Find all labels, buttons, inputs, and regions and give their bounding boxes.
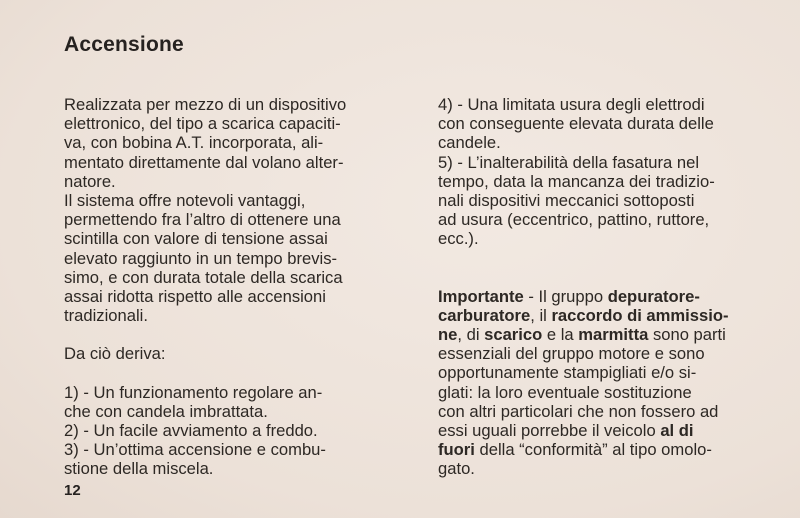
text-line: che con candela imbrattata. bbox=[64, 401, 268, 421]
text-line: Il sistema offre notevoli vantaggi, bbox=[64, 191, 306, 211]
text-line: 5) - L’inalterabilità della fasatura nel bbox=[438, 152, 700, 172]
left-column bbox=[64, 95, 414, 479]
important-line: gato. bbox=[438, 459, 475, 479]
text-line: tempo, data la mancanza dei tradizio- bbox=[438, 171, 715, 191]
text-line: mentato direttamente dal volano alter- bbox=[64, 152, 344, 172]
text-line: 2) - Un facile avviamento a freddo. bbox=[64, 421, 318, 441]
paragraph-gap bbox=[64, 325, 414, 344]
right-column bbox=[438, 95, 788, 479]
text-line: 1) - Un funzionamento regolare an- bbox=[64, 382, 323, 402]
text-line: ad usura (eccentrico, pattino, ruttore, bbox=[438, 210, 710, 230]
paragraph-gap bbox=[64, 364, 414, 383]
text-line: 4) - Una limitata usura degli elettrodi bbox=[438, 95, 705, 114]
text-line: natore. bbox=[64, 171, 116, 191]
section-title: Accensione bbox=[64, 33, 184, 56]
text-line: con conseguente elevata durata delle bbox=[438, 114, 714, 134]
important-line: Importante - Il gruppo depuratore- bbox=[438, 286, 700, 306]
text-line: Realizzata per mezzo di un dispositivo bbox=[64, 95, 347, 114]
important-label: Importante bbox=[438, 286, 524, 306]
important-line: essi uguali porrebbe il veicolo al di bbox=[438, 421, 694, 441]
important-line: carburatore, il raccordo di ammissio- bbox=[438, 305, 729, 325]
text-line: 3) - Un’ottima accensione e combu- bbox=[64, 440, 326, 460]
important-line: glati: la loro eventuale sostituzione bbox=[438, 382, 692, 402]
paragraph-gap bbox=[438, 249, 788, 287]
important-line: ne, di scarico e la marmitta sono parti bbox=[438, 325, 726, 345]
text-line: assai ridotta rispetto alle accensioni bbox=[64, 287, 326, 307]
text-line: elettronico, del tipo a scarica capaciti- bbox=[64, 114, 341, 134]
page-number: 12 bbox=[64, 482, 81, 499]
important-line: con altri particolari che non fossero ad bbox=[438, 401, 719, 421]
text-line: va, con bobina A.T. incorporata, ali- bbox=[64, 133, 324, 153]
text-line: nali dispositivi meccanici sottoposti bbox=[438, 191, 695, 211]
text-line: tradizionali. bbox=[64, 306, 148, 326]
text-line: candele. bbox=[438, 133, 501, 153]
important-line: opportunamente stampigliati e/o si- bbox=[438, 363, 697, 383]
important-line: essenziali del gruppo motore e sono bbox=[438, 344, 705, 364]
text-line: simo, e con durata totale della scarica bbox=[64, 267, 343, 287]
important-line: fuori della “conformità” al tipo omolo- bbox=[438, 440, 712, 460]
text-line: elevato raggiunto in un tempo brevis- bbox=[64, 248, 338, 268]
important-notice bbox=[438, 287, 788, 479]
text-line: stione della miscela. bbox=[64, 459, 214, 479]
text-line: permettendo fra l’altro di ottenere una bbox=[64, 210, 341, 230]
text-line: scintilla con valore di tensione assai bbox=[64, 229, 328, 249]
text-line: ecc.). bbox=[438, 229, 479, 249]
text-line: Da ciò deriva: bbox=[64, 344, 166, 364]
